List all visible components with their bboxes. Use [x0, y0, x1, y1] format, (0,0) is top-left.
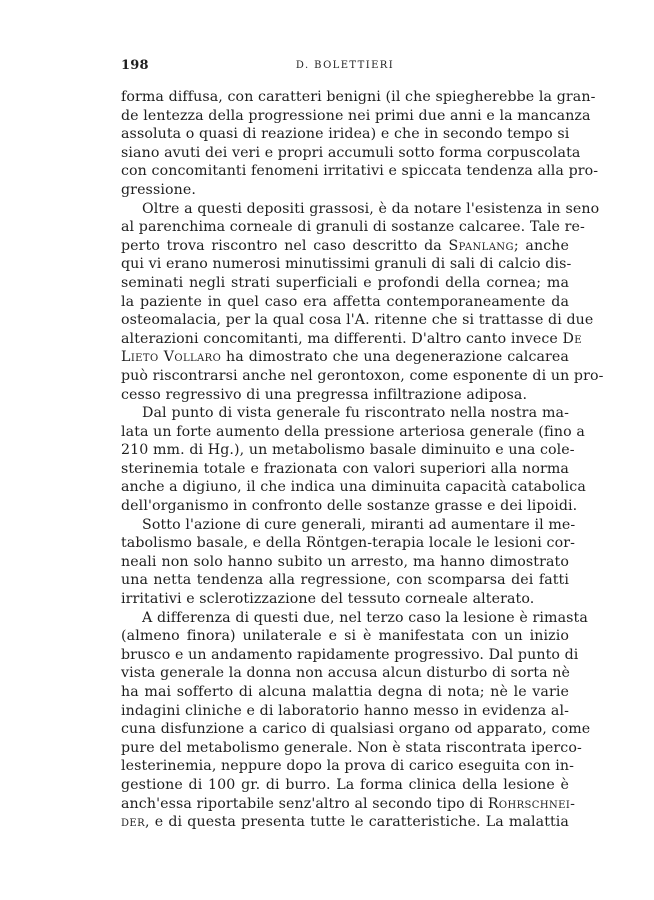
text-line: tabolismo basale, e della Röntgen-terapia locale le lesioni cor- — [121, 535, 576, 552]
author-name: der — [121, 814, 146, 831]
author-name: De — [562, 330, 582, 347]
text-line — [121, 348, 569, 367]
text-line: neali non solo hanno subito un arresto, ma hanno dimostrato — [121, 553, 569, 570]
text-fragment: alterazioni concomitanti, ma differenti. D'altro canto invece — [121, 330, 563, 347]
text-line: indagini cliniche e di laboratorio hanno messo in evidenza al- — [121, 702, 569, 719]
text-line: cesso regressivo di una pregressa infiltrazione adiposa. — [121, 386, 528, 403]
text-line: una netta tendenza alla regressione, con scomparsa dei fatti — [121, 572, 569, 589]
page-header — [121, 58, 569, 76]
text-fragment: perto trova riscontro nel caso descritto da — [121, 237, 449, 254]
text-line: gressione. — [121, 181, 196, 198]
text-line: al parenchima corneale di granuli di sostanze calcaree. Tale re- — [121, 219, 585, 236]
author-name: Rohrschnei- — [487, 795, 576, 812]
text-line — [121, 813, 569, 832]
text-line: cuna disfunzione a carico di qualsiasi organo od apparato, come — [121, 721, 591, 738]
text-line: assoluta o quasi di reazione iridea) e che in secondo tempo si — [121, 126, 570, 143]
text-fragment: anch'essa riportabile senz'altro al secondo tipo di — [121, 795, 488, 812]
text-line: brusco e un andamento rapidamente progressivo. Dal punto di — [121, 646, 579, 663]
text-line: pure del metabolismo generale. Non è stata riscontrata iperco- — [121, 739, 582, 756]
text-line — [121, 795, 576, 814]
text-line — [121, 330, 582, 349]
text-line: gestione di 100 gr. di burro. La forma clinica della lesione è — [121, 776, 569, 793]
text-line: Dal punto di vista generale fu riscontrato nella nostra ma- — [142, 405, 569, 422]
text-line: dell'organismo in confronto delle sostanze grasse e dei lipoidi. — [121, 498, 578, 515]
text-line: anche a digiuno, il che indica una diminuita capacità catabolica — [121, 479, 586, 496]
text-line: lesterinemia, neppure dopo la prova di carico eseguita con in- — [121, 758, 574, 775]
text-fragment: ha dimostrato che una degenerazione calcarea — [221, 349, 569, 366]
text-line: la paziente in quel caso era affetta contemporaneamente da — [121, 293, 569, 310]
text-line — [121, 237, 569, 256]
text-line: (almeno finora) unilaterale e si è manifestata con un inizio — [121, 628, 569, 645]
text-line: siano avuti dei veri e propri accumuli sotto forma corpuscolata — [121, 144, 581, 161]
text-fragment: , e di questa presenta tutte le caratteristiche. La malattia — [145, 814, 569, 831]
text-line: vista generale la donna non accusa alcun disturbo di sorta nè — [121, 665, 571, 682]
author-name: Spanlang — [448, 237, 514, 254]
body-text — [121, 88, 604, 832]
text-line: forma diffusa, con caratteri benigni (il che spiegherebbe la gran- — [121, 89, 596, 105]
text-line: Oltre a questi depositi grassosi, è da notare l'esistenza in seno — [142, 200, 600, 217]
text-fragment: ; anche — [513, 237, 569, 254]
text-line: irritativi e sclerotizzazione del tessuto corneale alterato. — [121, 591, 535, 608]
text-line: può riscontrarsi anche nel gerontoxon, come esponente di un pro- — [121, 367, 604, 384]
author-name: Lieto Vollaro — [121, 349, 222, 366]
text-line: ha mai sofferto di alcuna malattia degna di nota; nè le varie — [121, 684, 569, 700]
text-line: osteomalacia, per la qual cosa l'A. ritenne che si trattasse di due — [121, 312, 594, 329]
text-line: Sotto l'azione di cure generali, miranti ad aumentare il me- — [142, 516, 576, 533]
text-line: sterinemia totale e frazionata con valori superiori alla norma — [121, 460, 569, 477]
text-line: qui vi erano numerosi minutissimi granuli di sali di calcio dis- — [121, 256, 572, 273]
text-line: seminati negli strati superficiali e profondi della cornea; ma — [121, 274, 569, 291]
text-line: A differenza di questi due, nel terzo caso la lesione è rimasta — [142, 609, 588, 626]
text-line: 210 mm. di Hg.), un metabolismo basale diminuito e una cole- — [121, 442, 575, 459]
running-head: D. BOLETTIERI — [295, 60, 395, 71]
text-line: con concomitanti fenomeni irritativi e spiccata tendenza alla pro- — [121, 163, 599, 180]
text-line: lata un forte aumento della pressione arteriosa generale (fino a — [121, 423, 585, 440]
text-line: de lentezza della progressione nei primi due anni e la mancanza — [121, 107, 591, 124]
page-number: 198 — [121, 58, 149, 73]
